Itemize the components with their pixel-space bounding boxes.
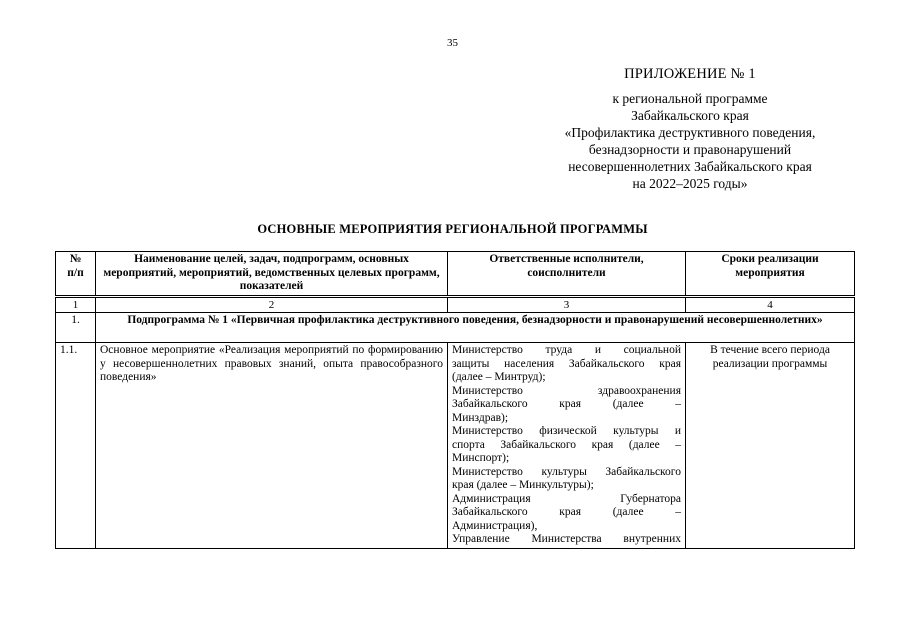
table-header-row (56, 252, 855, 297)
executor-line: Управление Министерства внутренних (452, 533, 681, 545)
header-cell-term: Сроки реализации мероприятия (686, 252, 855, 297)
appendix-line: безнадзорности и правонарушений (588, 142, 792, 157)
column-number: 2 (96, 297, 448, 313)
subprogram-title: Подпрограмма № 1 «Первичная профилактика деструктивного поведения, безнадзорности и правонарушений несовершеннолетних» (96, 313, 855, 343)
column-number-row (56, 297, 855, 313)
appendix-line: к региональной программе (612, 91, 768, 106)
header-cell-number: № п/п (56, 252, 96, 297)
subprogram-number: 1. (56, 313, 96, 343)
appendix-heading: ПРИЛОЖЕНИЕ № 1 (624, 66, 756, 82)
executor-line: спорта Забайкальского края (далее – (452, 438, 681, 451)
row-term: В течение всего периода реализации программы (686, 343, 855, 549)
appendix-line: «Профилактика деструктивного поведения, (564, 125, 816, 140)
subprogram-row (56, 313, 855, 343)
executor-line: (далее – Минтруд); (452, 371, 546, 383)
executor-line: Забайкальского края (далее – (452, 398, 681, 410)
appendix-line: на 2022–2025 годы» (632, 176, 748, 191)
executor-line: защиты населения Забайкальского края (452, 357, 681, 370)
executor-line: Министерство культуры Забайкальского (452, 465, 681, 478)
row-number: 1.1. (56, 343, 96, 549)
appendix-line: несовершеннолетних Забайкальского края (568, 159, 812, 174)
appendix-block (540, 66, 840, 192)
row-name: Основное мероприятие «Реализация мероприятий по формированию у несовершеннолетних правовых знаний, опыта правособразного поведения» (96, 343, 448, 549)
executor-line: края (далее – Минкультуры); (452, 479, 594, 491)
executor-line: Администрация), (452, 519, 538, 532)
column-number: 1 (56, 297, 96, 313)
document-title: ОСНОВНЫЕ МЕРОПРИЯТИЯ РЕГИОНАЛЬНОЙ ПРОГРАММЫ (257, 222, 648, 236)
executor-line: Минздрав); (452, 411, 509, 424)
row-executors (448, 343, 686, 549)
executor-line: Администрация Губернатора (452, 492, 681, 505)
column-number: 4 (686, 297, 855, 313)
header-cell-executors: Ответственные исполнители, соисполнители (448, 252, 686, 297)
executor-line: Министерство физической культуры и (452, 425, 681, 437)
executor-line: Министерство труда и социальной (452, 344, 681, 356)
table-row (56, 343, 855, 549)
executor-line: Министерство здравоохранения (452, 384, 681, 397)
appendix-line: Забайкальского края (631, 108, 749, 123)
executor-line: Минспорт); (452, 452, 510, 464)
measures-table (55, 251, 855, 549)
column-number: 3 (448, 297, 686, 313)
header-cell-name: Наименование целей, задач, подпрограмм, основных мероприятий, мероприятий, ведомственных целевых программ, показателей (96, 252, 448, 297)
page-number: 35 (447, 37, 458, 49)
executor-line: Забайкальского края (далее – (452, 506, 681, 518)
